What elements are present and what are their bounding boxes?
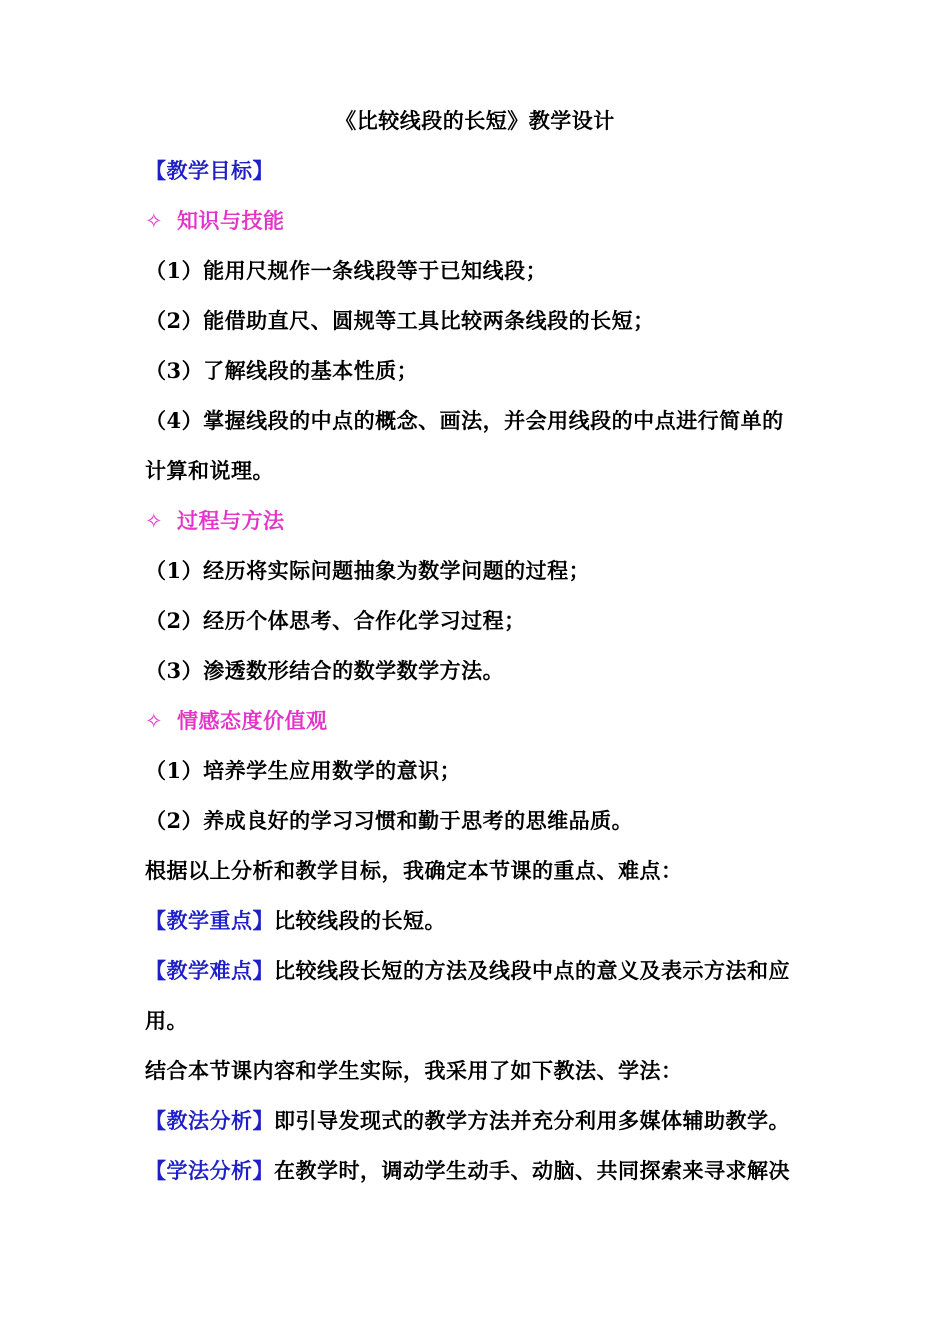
difficult-point-paragraph	[145, 953, 825, 1003]
subheading-label: 过程与方法	[177, 508, 285, 533]
list-item-continuation: 计算和说理。	[145, 458, 274, 483]
key-point-text: 比较线段的长短。	[274, 908, 446, 933]
difficult-point-label: 【教学难点】	[145, 958, 274, 983]
diamond-bullet-icon: ✧	[145, 709, 164, 733]
learning-method-paragraph	[145, 1153, 825, 1203]
list-item: （2）能借助直尺、圆规等工具比较两条线段的长短；	[145, 308, 655, 333]
document-body	[145, 153, 825, 1203]
section-heading-teaching-goals: 【教学目标】	[145, 158, 274, 183]
teaching-method-paragraph	[145, 1103, 825, 1153]
diamond-bullet-icon: ✧	[145, 209, 164, 233]
method-intro-paragraph: 结合本节课内容和学生实际，我采用了如下教法、学法：	[145, 1058, 683, 1083]
list-item: （2）经历个体思考、合作化学习过程；	[145, 608, 526, 633]
list-item: （3）渗透数形结合的数学数学方法。	[145, 658, 505, 683]
teaching-method-text: 即引导发现式的教学方法并充分利用多媒体辅助教学。	[274, 1108, 790, 1133]
subheading-emotion-values	[145, 703, 825, 753]
learning-method-text: 在教学时，调动学生动手、动脑、共同探索来寻求解决	[274, 1158, 790, 1183]
teaching-method-label: 【教法分析】	[145, 1108, 274, 1133]
learning-method-label: 【学法分析】	[145, 1158, 274, 1183]
subheading-knowledge-skills	[145, 203, 825, 253]
list-item: （3）了解线段的基本性质；	[145, 358, 419, 383]
key-point-paragraph	[145, 903, 825, 953]
key-point-label: 【教学重点】	[145, 908, 274, 933]
diamond-bullet-icon: ✧	[145, 509, 164, 533]
subheading-process-methods	[145, 503, 825, 553]
list-item: （4）掌握线段的中点的概念、画法，并会用线段的中点进行简单的	[145, 408, 784, 433]
list-item: （1）经历将实际问题抽象为数学问题的过程；	[145, 558, 591, 583]
analysis-intro-paragraph: 根据以上分析和教学目标，我确定本节课的重点、难点：	[145, 858, 683, 883]
difficult-point-continuation: 用。	[145, 1008, 188, 1033]
difficult-point-text: 比较线段长短的方法及线段中点的意义及表示方法和应	[274, 958, 790, 983]
list-item: （2）养成良好的学习习惯和勤于思考的思维品质。	[145, 808, 634, 833]
document-title: 《比较线段的长短》教学设计	[335, 108, 615, 133]
list-item: （1）能用尺规作一条线段等于已知线段；	[145, 258, 548, 283]
list-item: （1）培养学生应用数学的意识；	[145, 758, 462, 783]
subheading-label: 情感态度价值观	[177, 708, 328, 733]
subheading-label: 知识与技能	[177, 208, 285, 233]
